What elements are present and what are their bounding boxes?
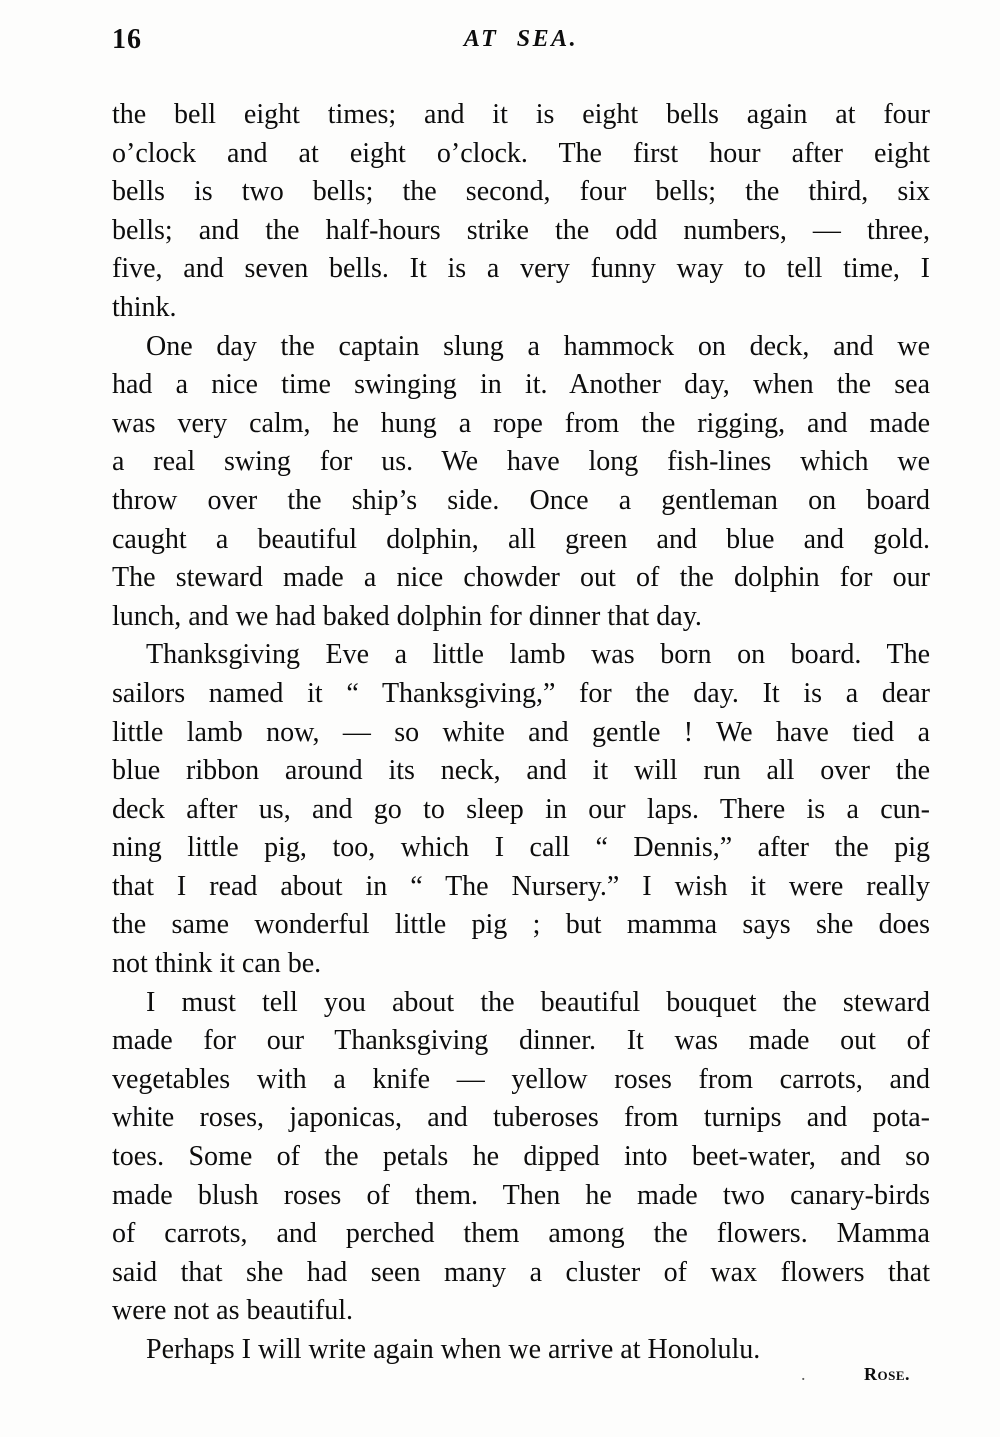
text-line: o’clock and at eight o’clock. The first hour after eight <box>112 137 930 169</box>
text-line: sailors named it “ Thanksgiving,” for the day. It is a dear <box>112 677 930 709</box>
text-line: made blush roses of them. Then he made two canary-birds <box>112 1179 930 1211</box>
text-line: caught a beautiful dolphin, all green and blue and gold. <box>112 523 930 555</box>
signature-line <box>112 1364 910 1385</box>
text-line: a real swing for us. We have long fish-lines which we <box>112 446 930 478</box>
page-number: 16 <box>112 24 142 55</box>
page-header <box>112 24 930 64</box>
text-line: The steward made a nice chowder out of the dolphin for our <box>112 562 930 594</box>
paragraph <box>112 328 930 637</box>
scan-artifact-dot: . <box>800 1364 806 1384</box>
text-line: bells is two bells; the second, four bells; the third, six <box>112 176 930 208</box>
text-line: I must tell you about the beautiful bouquet the steward <box>146 986 930 1018</box>
signature: Rose. <box>863 1364 910 1384</box>
running-title: AT SEA. <box>463 26 579 52</box>
text-line: not think it can be. <box>112 948 322 980</box>
text-line: think. <box>112 291 177 323</box>
paragraph <box>112 984 930 1331</box>
text-line: One day the captain slung a hammock on deck, and we <box>146 330 930 362</box>
text-line: blue ribbon around its neck, and it will run all over the <box>112 755 930 787</box>
text-line: toes. Some of the petals he dipped into beet-water, and so <box>112 1141 930 1173</box>
text-line: lunch, and we had baked dolphin for dinner that day. <box>112 600 702 632</box>
text-line: vegetables with a knife — yellow roses from carrots, and <box>112 1063 930 1095</box>
text-line: said that she had seen many a cluster of wax flowers that <box>112 1256 930 1288</box>
text-line: bells; and the half-hours strike the odd numbers, — three, <box>112 214 930 246</box>
text-line: throw over the ship’s side. Once a gentleman on board <box>112 484 930 516</box>
text-line: ning little pig, too, which I call “ Dennis,” after the pig <box>112 832 930 864</box>
text-line: the same wonderful little pig ; but mamma says she does <box>112 909 930 941</box>
paragraph <box>112 636 930 983</box>
text-line: Perhaps I will write again when we arrive at Honolulu. <box>146 1334 761 1365</box>
text-line: had a nice time swinging in it. Another day, when the sea <box>112 369 930 401</box>
paragraph <box>112 96 930 328</box>
text-line: was very calm, he hung a rope from the rigging, and made <box>112 407 930 439</box>
text-line: little lamb now, — so white and gentle ! We have tied a <box>112 716 930 748</box>
text-line: that I read about in “ The Nursery.” I wish it were really <box>112 870 930 902</box>
body-text <box>112 96 930 1370</box>
text-line: white roses, japonicas, and tuberoses from turnips and pota- <box>112 1102 930 1134</box>
text-line: were not as beautiful. <box>112 1295 354 1327</box>
text-line: Thanksgiving Eve a little lamb was born on board. The <box>146 639 930 671</box>
text-line: made for our Thanksgiving dinner. It was made out of <box>112 1025 930 1057</box>
text-line: five, and seven bells. It is a very funny way to tell time, I <box>112 253 930 285</box>
text-line: the bell eight times; and it is eight bells again at four <box>112 99 930 130</box>
text-line: deck after us, and go to sleep in our laps. There is a cun- <box>112 793 930 825</box>
text-line: of carrots, and perched them among the flowers. Mamma <box>112 1218 930 1250</box>
